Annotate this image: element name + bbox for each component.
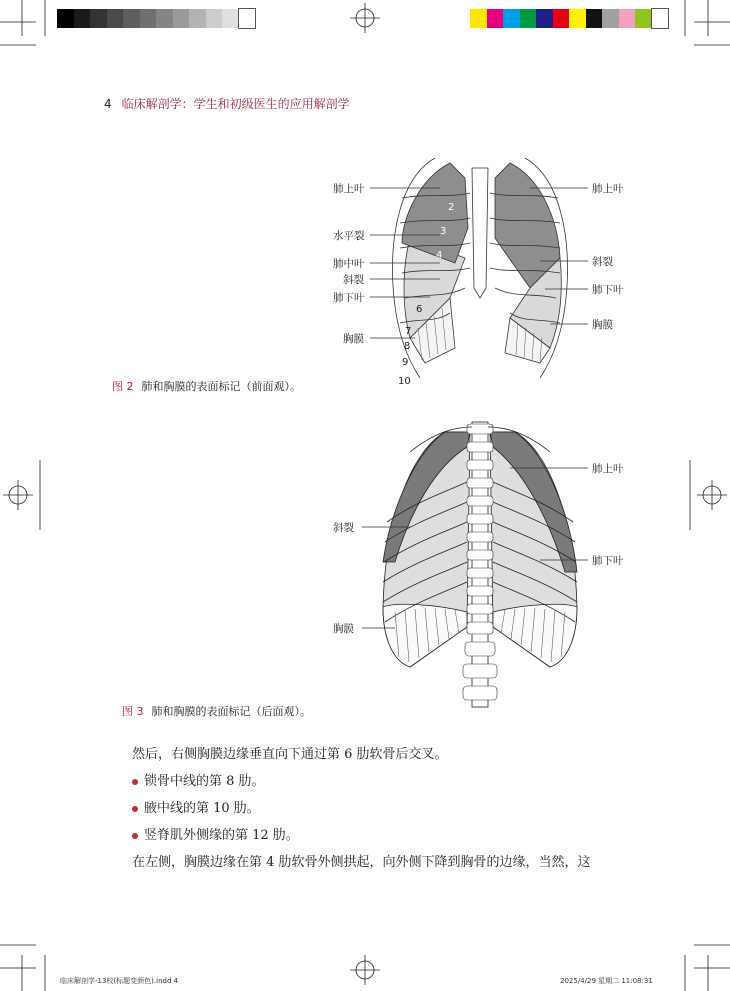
paragraph-1: 然后，右侧胸膜边缘垂直向下通过第 6 肋软骨后交叉。 [132, 747, 448, 762]
rib-number-3: 3 [440, 226, 447, 237]
rib-number-6: 6 [416, 304, 423, 315]
bullet-text: 竖脊肌外侧缘的第 12 肋。 [144, 828, 299, 843]
footer-timestamp: 2025/4/29 星期二 11:08:31 [560, 977, 653, 985]
bullet-dot [132, 806, 138, 812]
bullet-dot [132, 779, 138, 785]
fig2-label-pleura-right: 胸膜 [343, 333, 364, 345]
fig2-label-lower-lobe-left: 肺下叶 [592, 284, 624, 296]
rib-number-2: 2 [448, 202, 455, 213]
bullet-item-1 [132, 770, 265, 789]
figure-2-number: 图 2 [112, 380, 134, 393]
fig2-label-upper-lobe-right: 肺上叶 [333, 183, 365, 195]
figure-3-caption [122, 703, 311, 719]
fig2-label-horizontal-fissure: 水平裂 [333, 230, 365, 242]
book-title: 临床解剖学：学生和初级医生的应用解剖学 [121, 97, 350, 111]
fig2-label-middle-lobe: 肺中叶 [333, 258, 365, 270]
rib-number-10: 10 [398, 376, 411, 387]
rib-number-8: 8 [404, 341, 411, 352]
footer-file-name: 临床解剖学-13校(标题变颜色).indd 4 [60, 977, 179, 985]
paragraph-2: 在左侧，胸膜边缘在第 4 肋软骨外侧拱起，向外侧下降到胸骨的边缘，当然，这 [132, 855, 591, 870]
fig3-label-lower-lobe: 肺下叶 [592, 555, 624, 567]
rib-number-7: 7 [405, 326, 412, 337]
fig2-label-pleura-left: 胸膜 [592, 319, 613, 331]
fig3-label-oblique-fissure: 斜裂 [333, 522, 354, 534]
figure-3-number: 图 3 [122, 705, 144, 718]
rib-number-4: 4 [436, 250, 443, 261]
bullet-text: 腋中线的第 10 肋。 [144, 801, 260, 816]
bullet-dot [132, 833, 138, 839]
bullet-item-3 [132, 824, 299, 843]
page-number: 4 [104, 97, 112, 111]
fig3-label-pleura: 胸膜 [333, 623, 354, 635]
fig2-label-oblique-fissure-right: 斜裂 [343, 274, 364, 286]
bullet-text: 锁骨中线的第 8 肋。 [144, 774, 265, 789]
bullet-item-2 [132, 797, 260, 816]
fig2-label-oblique-fissure-left: 斜裂 [592, 256, 613, 268]
figure-3-caption-text: 肺和胸膜的表面标记（后面观）。 [151, 705, 311, 718]
figure-2-caption-text: 肺和胸膜的表面标记（前面观）。 [141, 380, 301, 393]
fig2-label-lower-lobe-right: 肺下叶 [333, 292, 365, 304]
fig2-label-upper-lobe-left: 肺上叶 [592, 183, 624, 195]
fig3-label-upper-lobe: 肺上叶 [592, 463, 624, 475]
rib-number-9: 9 [402, 357, 409, 368]
